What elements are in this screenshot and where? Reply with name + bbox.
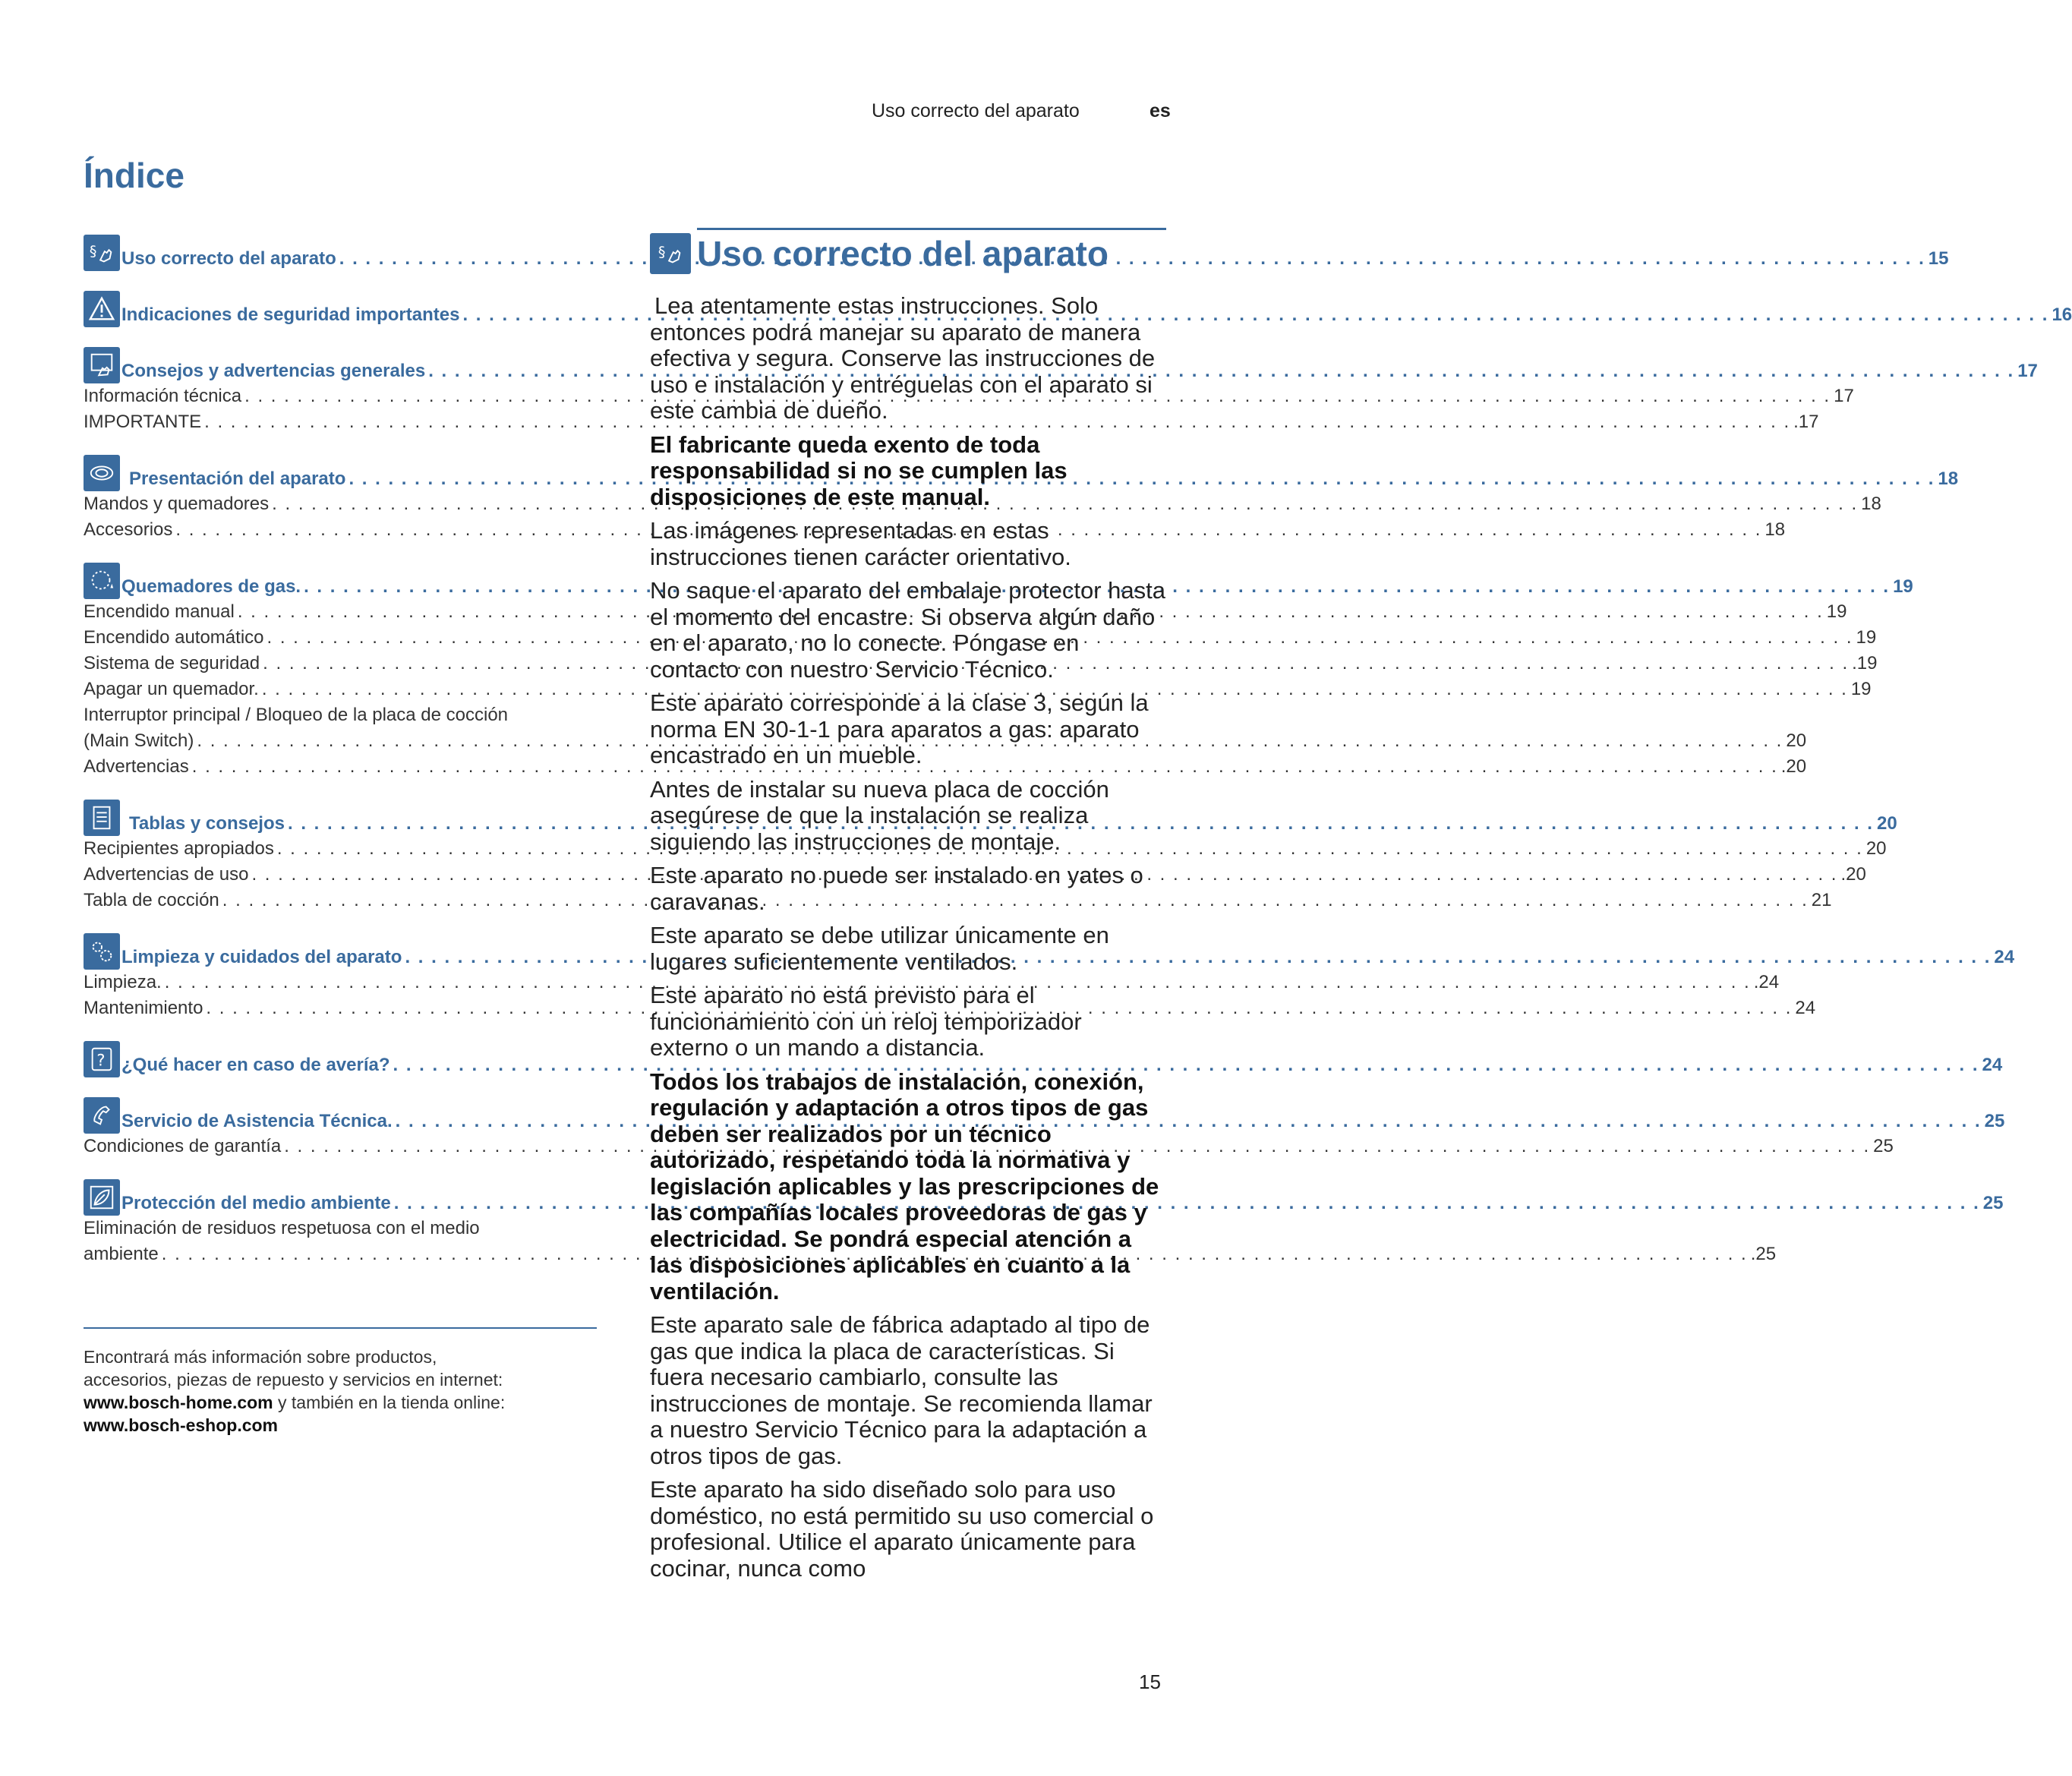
paragraph: Este aparato corresponde a la clase 3, según la norma EN 30-1-1 para aparatos a gas: aparato encastrado en un mueble. (650, 689, 1149, 768)
toc-entry-text: Accesorios (84, 519, 173, 540)
toc-section-title: Protección del medio ambiente (121, 1193, 391, 1213)
toc-entry-text: Apagar un quemador. (84, 679, 259, 699)
paragraph: Este aparato sale de fábrica adaptado al tipo de gas que indica la placa de características. Si fuera necesario cambiarlo, consulte las instrucciones de montaje. Se recomienda llamar a nuestro Servicio Técnico para la adaptación a otros tipos de gas. (650, 1311, 1153, 1469)
toc-entry-page: 24 (1795, 998, 1816, 1018)
toc-entry-page: .19 (1852, 653, 1878, 673)
burner-icon (84, 563, 120, 599)
section-heading: Uso correcto del aparato (697, 234, 1109, 273)
toc-section-page: 20 (1876, 813, 1897, 834)
toc-entry[interactable] (84, 517, 1786, 543)
paragraph-bold: El fabricante queda exento de toda responsabilidad si no se cumplen las disposiciones de este manual. (650, 431, 1068, 510)
toc-entry-text: Encendido automático (84, 627, 264, 648)
toc-entry[interactable] (84, 651, 1878, 677)
toc-section-page: 16 (2052, 304, 2072, 325)
question-icon (84, 1041, 120, 1077)
toc-entry[interactable] (84, 1241, 1777, 1267)
toc-section-page: 25 (1982, 1193, 2004, 1213)
toc-entry-text: Condiciones de garantía (84, 1136, 282, 1156)
toc-section-averia[interactable] (84, 1038, 2003, 1077)
paragraph: Este aparato se debe utilizar únicamente en lugares suficientemente ventilados. (650, 922, 1109, 975)
toc-entry-text: Advertencias de uso (84, 864, 249, 885)
toc-entry-page: 21 (1811, 890, 1832, 910)
toc-entry-text: Advertencias (84, 756, 189, 777)
toc-entry-text[interactable]: Interruptor principal / Bloqueo de la placa de cocción (84, 705, 509, 725)
eye-icon (84, 455, 120, 491)
toc-section-title: Quemadores de gas. (121, 576, 301, 597)
toc-section-page: 19 (1893, 576, 1913, 597)
toc-entry[interactable] (84, 409, 1819, 435)
paragraph: Lea atentamente estas instrucciones. Solo entonces podrá manejar su aparato de manera efectiva y segura. Conserve las instrucciones de uso e instalación y entréguelas con el aparato si este cambia de dueño. (650, 292, 1156, 424)
toc-section-title: ¿Qué hacer en caso de avería? (121, 1055, 390, 1075)
toc-section-page: 25 (1984, 1111, 2005, 1131)
index-title: Índice (84, 156, 184, 195)
toc-section-page: 18 (1938, 468, 1959, 489)
footer-mid-text: y también en la tienda online: (273, 1393, 506, 1412)
paragraph-bold: Todos los trabajos de instalación, conexión, regulación y adaptación a otros tipos de gas deben ser realizados por un técnico autorizado, respetando toda la normativa y legislación aplicables y las prescripciones de las compañías locales proveedoras de gas y electricidad. Se pondrá especial atención a las disposiciones aplicables en cuanto a la ventilación. (650, 1068, 1159, 1304)
toc-entry-page: .20 (1780, 756, 1807, 777)
toc-section-page: 17 (2017, 361, 2038, 381)
toc-entry-page: .20 (1840, 864, 1866, 885)
toc-entry-text: ambiente (84, 1244, 159, 1264)
toc-entry-text: Sistema de seguridad (84, 653, 260, 673)
toc-section-title: Presentación del aparato (129, 468, 346, 489)
toc-entry[interactable] (84, 625, 1877, 651)
paragraph: Este aparato no está previsto para el funcionamiento con un reloj temporizador externo o un mando a distancia. (650, 982, 1082, 1061)
intended-use-section (650, 228, 1166, 1589)
toc-entry-page: .17 (1793, 412, 1819, 432)
bosch-eshop-link[interactable]: www.bosch-eshop.com (84, 1415, 279, 1435)
toc-section-seguridad[interactable] (84, 288, 2072, 327)
table-icon (84, 800, 120, 836)
svg-text:?: ? (96, 1051, 106, 1070)
footer-line-2: accesorios, piezas de repuesto y servicios en internet: (84, 1370, 503, 1390)
paragraph: Este aparato ha sido diseñado solo para uso doméstico, no está permitido su uso comercial o profesional. Utilice el aparato únicamente para cocinar, nunca como (650, 1476, 1154, 1582)
svg-text:§: § (89, 242, 97, 260)
section-body (650, 293, 1166, 1582)
footer-divider (84, 1327, 597, 1329)
toc-entry-page: 20 (1865, 838, 1887, 859)
toc-entry-text: Encendido manual (84, 601, 235, 622)
toc-entry-text: Mantenimiento (84, 998, 203, 1018)
toc-section-servicio[interactable] (84, 1094, 2005, 1159)
toc-entry[interactable] (84, 888, 1832, 913)
toc-section-page: 15 (1928, 248, 1949, 269)
toc-section-page: 24 (1982, 1055, 2003, 1075)
toc-entry[interactable] (84, 1134, 1894, 1159)
paragraph: Las imágenes representadas en estas instrucciones tienen carácter orientativo. (650, 517, 1071, 570)
footer-line-1: Encontrará más información sobre productos, (84, 1347, 437, 1367)
toc-entry-page: .24 (1753, 972, 1780, 992)
toc-entry-page: 25 (1873, 1136, 1894, 1156)
toc-entry-page: 19 (1850, 679, 1872, 699)
toc-entry-text: (Main Switch) (84, 730, 194, 751)
toc-entry-text: Mandos y quemadores (84, 494, 270, 514)
toc-entry[interactable] (84, 862, 1866, 888)
toc-entry[interactable] (84, 754, 1807, 780)
toc-section-title: Indicaciones de seguridad importantes (121, 304, 460, 325)
toc-entry-page: 18 (1861, 494, 1881, 514)
paragraph: Antes de instalar su nueva placa de cocción asegúrese de que la instalación se realiza siguiendo las instrucciones de montaje. (650, 775, 1109, 855)
warning-triangle-icon (84, 291, 120, 327)
toc-section-title: Limpieza y cuidados del aparato (121, 947, 402, 967)
toc-entry[interactable] (84, 970, 1780, 995)
toc-entry[interactable] (84, 995, 1816, 1021)
toc-entry[interactable] (84, 599, 1847, 625)
paragraph: Este aparato no puede ser instalado en yates o caravanas. (650, 862, 1143, 915)
toc-entry-text: Información técnica (84, 386, 242, 406)
toc-section-page: 24 (1994, 947, 2015, 967)
toc-section-title: Consejos y advertencias generales (121, 361, 426, 381)
leaf-icon (84, 1179, 120, 1216)
language-code: es (1150, 100, 1171, 121)
advice-hand-icon (84, 347, 120, 383)
toc-section-medio-ambiente[interactable] (84, 1176, 2004, 1267)
toc-section-title: Tablas y consejos (129, 813, 285, 834)
section-hand-icon (650, 233, 691, 274)
running-header-section: Uso correcto del aparato (872, 100, 1080, 121)
svg-text:§: § (658, 243, 666, 260)
toc-entry[interactable] (84, 383, 1854, 409)
toc-entry-page: 17 (1834, 386, 1854, 406)
phone-icon (84, 1097, 120, 1134)
toc-entry[interactable] (84, 728, 1807, 754)
toc-section-uso-correcto[interactable] (84, 232, 1949, 271)
toc-section-title: Uso correcto del aparato (121, 248, 336, 269)
footer-info (84, 1345, 597, 1437)
section-rule (697, 228, 1166, 230)
toc-entry-text: Limpieza. (84, 972, 162, 992)
cleaning-gears-icon (84, 933, 120, 970)
toc-entry-page: 19 (1826, 601, 1847, 622)
section-hand-icon (84, 235, 120, 271)
toc-entry-page: 20 (1786, 730, 1807, 751)
toc-entry-page: .25 (1750, 1244, 1777, 1264)
paragraph: No saque el aparato del embalaje protector hasta el momento del encastre. Si observa algún daño en el aparato, no lo conecte. Póngase en contacto con nuestro Servicio Técnico. (650, 577, 1165, 683)
toc-entry-page: 18 (1765, 519, 1786, 540)
toc-entry[interactable] (84, 836, 1887, 862)
page-number: 15 (1139, 1670, 1161, 1693)
toc-entry[interactable] (84, 491, 1881, 517)
toc-section-title: Servicio de Asistencia Técnica. (121, 1111, 393, 1131)
bosch-home-link[interactable]: www.bosch-home.com (84, 1393, 273, 1412)
toc-entry-text: Recipientes apropiados (84, 838, 274, 859)
toc-entry-text: IMPORTANTE (84, 412, 202, 432)
toc-entry[interactable] (84, 677, 1872, 702)
toc-entry-text[interactable]: Eliminación de residuos respetuosa con el medio (84, 1218, 480, 1238)
toc-entry-text: Tabla de cocción (84, 890, 219, 910)
toc-entry-page: 19 (1856, 627, 1877, 648)
